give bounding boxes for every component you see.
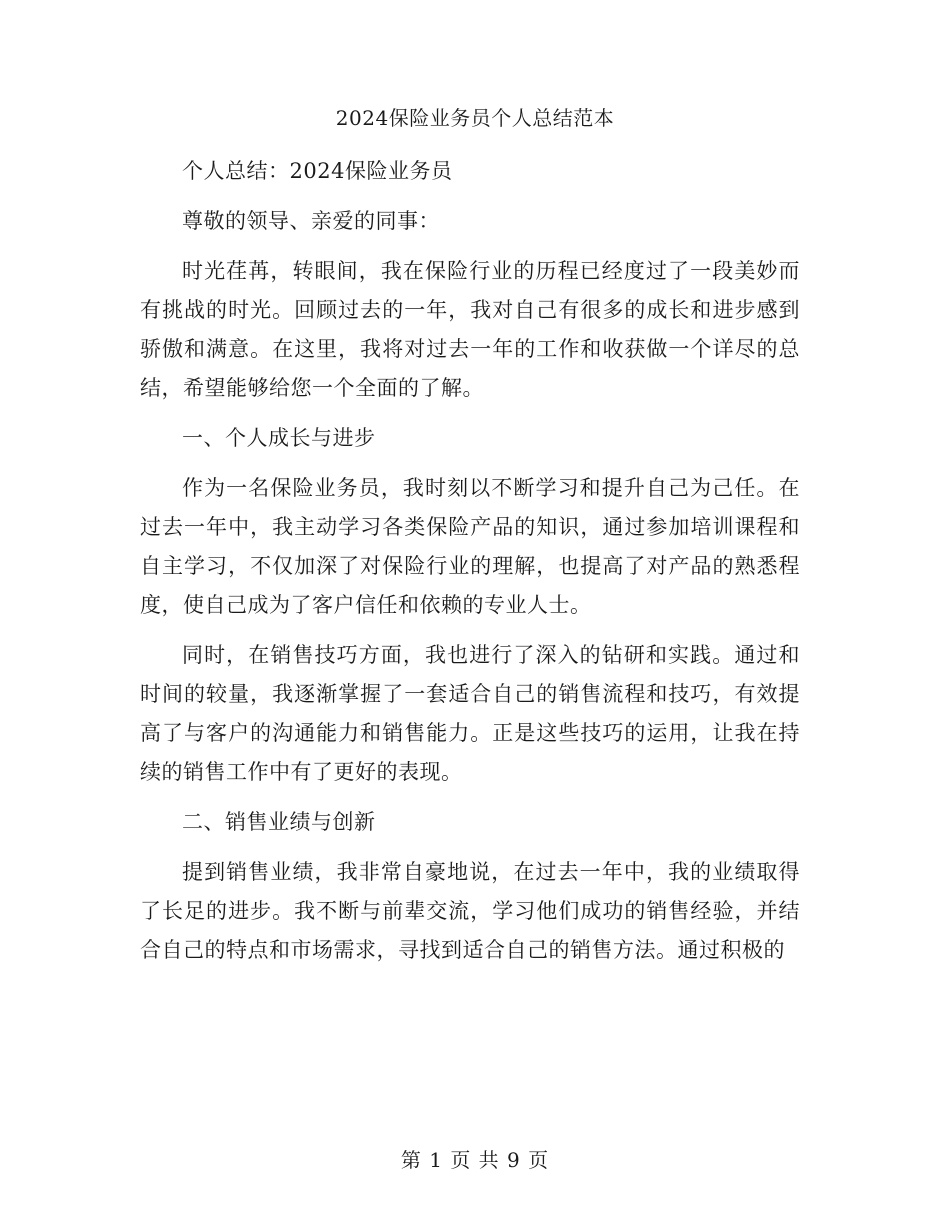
salutation: 尊敬的领导、亲爱的同事： — [182, 209, 440, 233]
sales-paragraph-1: 提到销售业绩，我非常自豪地说，在过去一年中，我的业绩取得了长足的进步。我不断与前辈交流，学习他们成功的销售经验，并结合自己的特点和市场需求，寻找到适合自己的销售方法。通过积极的 — [140, 860, 800, 962]
document-title: 2024保险业务员个人总结范本 — [335, 106, 615, 130]
summary-heading: 个人总结：2024保险业务员 — [182, 159, 453, 183]
section-heading-sales: 二、销售业绩与创新 — [182, 810, 376, 834]
page-footer: 第 1 页 共 9 页 — [400, 1148, 550, 1172]
growth-paragraph-1: 作为一名保险业务员，我时刻以不断学习和提升自己为己任。在过去一年中，我主动学习各类保险产品的知识，通过参加培训课程和自主学习，不仅加深了对保险行业的理解，也提高了对产品的熟悉程度，使自己成为了客户信任和依赖的专业人士。 — [140, 476, 800, 617]
growth-paragraph-2: 同时，在销售技巧方面，我也进行了深入的钻研和实践。通过和时间的较量，我逐渐掌握了一套适合自己的销售流程和技巧，有效提高了与客户的沟通能力和销售能力。正是这些技巧的运用，让我在持续的销售工作中有了更好的表现。 — [140, 643, 800, 784]
document-body — [140, 152, 800, 981]
section-heading-growth: 一、个人成长与进步 — [182, 426, 376, 450]
intro-paragraph: 时光荏苒，转眼间，我在保险行业的历程已经度过了一段美妙而有挑战的时光。回顾过去的一年，我对自己有很多的成长和进步感到骄傲和满意。在这里，我将对过去一年的工作和收获做一个详尽的总结，希望能够给您一个全面的了解。 — [140, 259, 800, 400]
